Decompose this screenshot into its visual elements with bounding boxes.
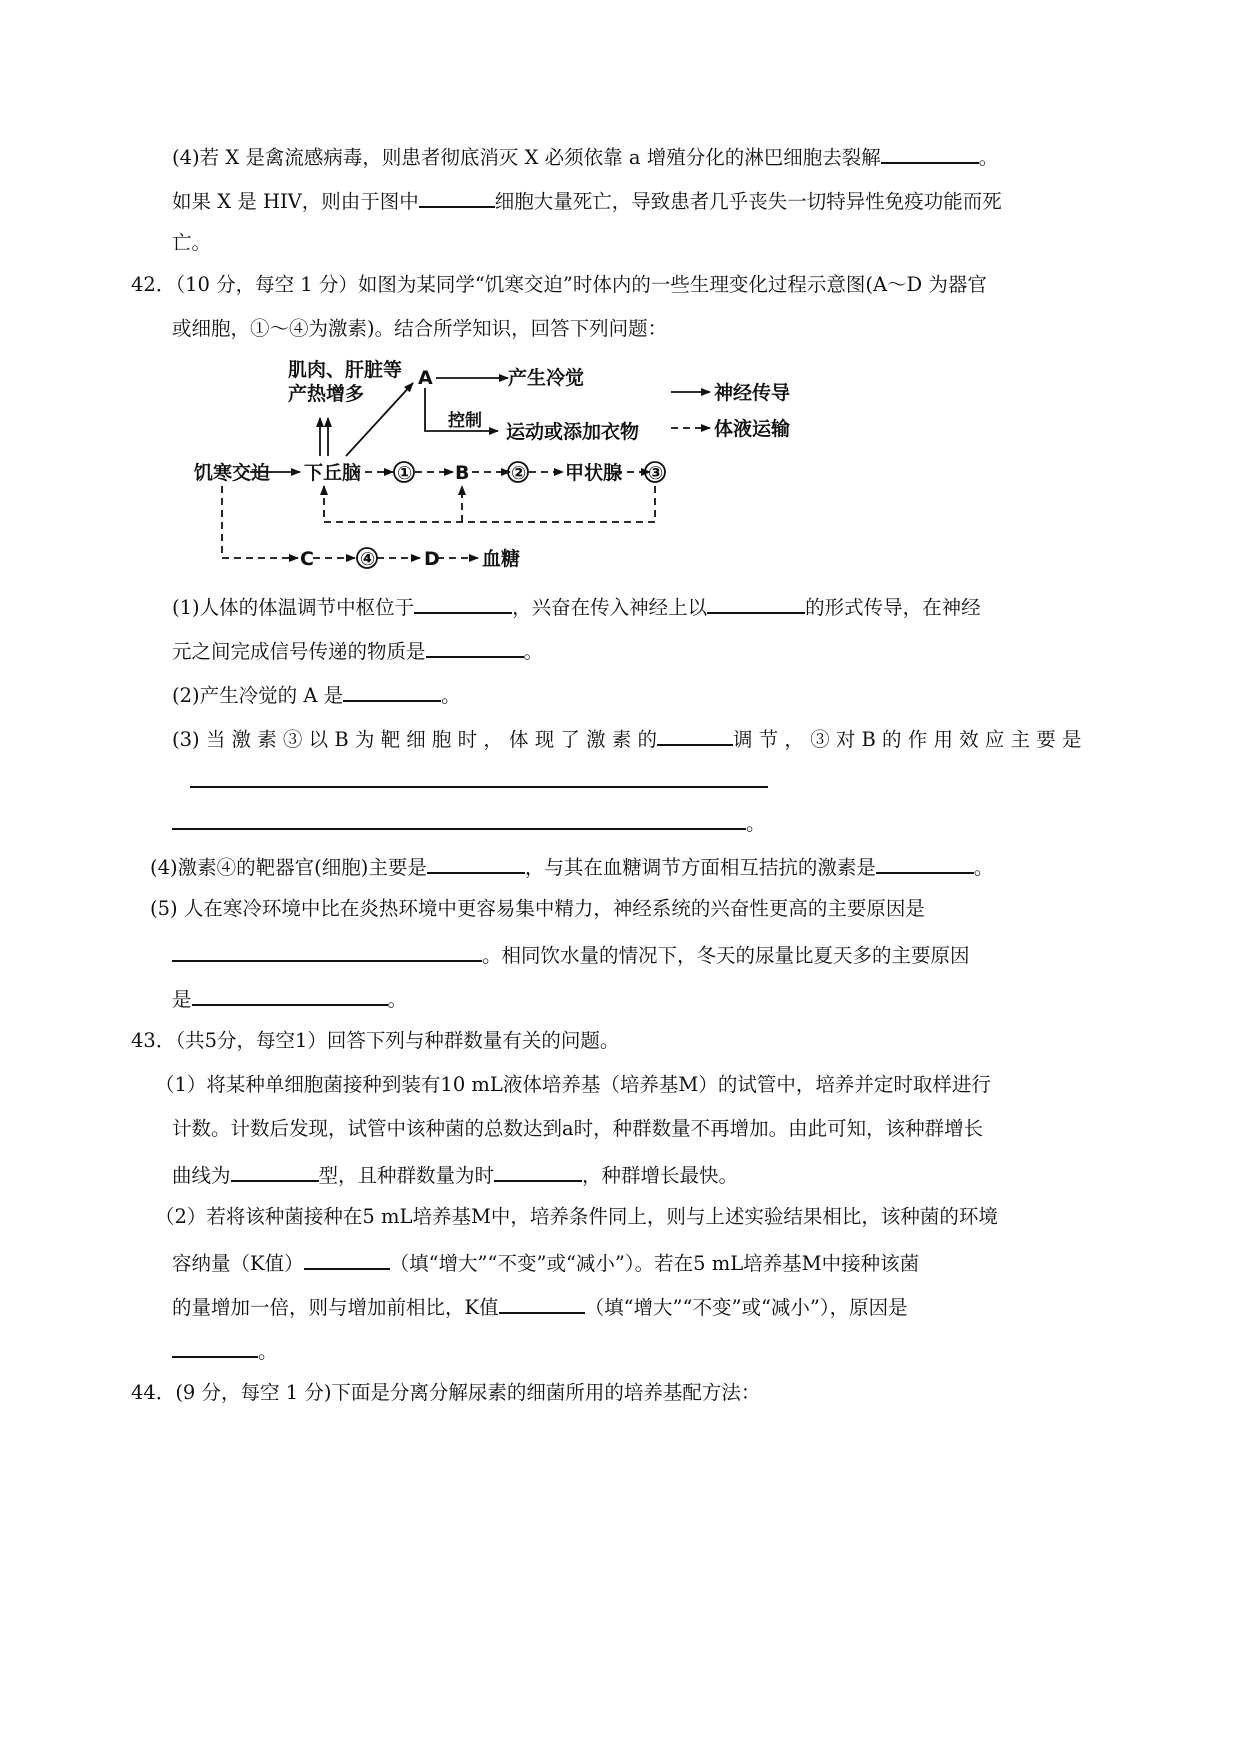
question-text: 。相同饮水量的情况下，冬天的尿量比夏天多的主要原因 bbox=[482, 944, 970, 967]
answer-blank[interactable] bbox=[192, 984, 388, 1006]
q42-p5-line1 bbox=[150, 896, 925, 922]
question-text: （填“增大”“不变”或“减小”），原因是 bbox=[584, 1296, 908, 1319]
q42-p1-line2 bbox=[172, 636, 543, 665]
question-text: 元之间完成信号传递的物质是 bbox=[172, 640, 426, 663]
q41-part4-text: 如果 X 是 HIV，则由于图中 bbox=[172, 190, 419, 213]
hormone-1-label: ① bbox=[397, 463, 413, 484]
q41-part4-line2 bbox=[172, 186, 1002, 215]
node-a-label: A bbox=[418, 367, 433, 389]
q41-part4-text: 细胞大量死亡，导致患者几乎丧失一切特异性免疫功能而死 bbox=[494, 190, 1002, 213]
answer-blank[interactable] bbox=[499, 1292, 585, 1314]
answer-blank[interactable] bbox=[419, 186, 495, 208]
q43-p2-line4 bbox=[172, 1336, 278, 1365]
question-text: (1)人体的体温调节中枢位于 bbox=[172, 596, 415, 619]
question-header: （10 分，每空 1 分）如图为某同学“饥寒交迫”时体内的一些生理变化过程示意图(A～D 为器官 bbox=[175, 273, 987, 296]
q42-p4 bbox=[150, 852, 993, 881]
question-text: 曲线为 bbox=[172, 1164, 231, 1187]
blood-sugar-label: 血糖 bbox=[482, 548, 521, 570]
hormone-3-label: ③ bbox=[648, 463, 664, 484]
question-text: ，与其在血糖调节方面相互拮抗的激素是 bbox=[524, 856, 876, 879]
q42-p1-line1 bbox=[172, 592, 981, 621]
question-text: 计数。计数后发现，试管中该种菌的总数达到a时，种群数量不再增加。由此可知，该种群增长 bbox=[172, 1117, 984, 1140]
period: 。 bbox=[258, 1340, 278, 1363]
question-text: ，种群增长最快。 bbox=[582, 1164, 739, 1187]
start-label: 饥寒交迫 bbox=[194, 462, 271, 484]
q42-p5-line3 bbox=[172, 984, 407, 1013]
answer-blank[interactable] bbox=[494, 1160, 582, 1182]
q43-p1-line1 bbox=[155, 1072, 991, 1098]
period: 。 bbox=[523, 640, 544, 663]
hypothalamus-label: 下丘脑 bbox=[304, 462, 362, 484]
question-text: 容纳量（K值） bbox=[172, 1252, 304, 1275]
question-text: （2）若将该种菌接种在5 mL培养基M中，培养条件同上，则与上述实验结果相比，该种菌的环境 bbox=[155, 1205, 998, 1228]
answer-blank[interactable] bbox=[343, 680, 441, 702]
answer-blank[interactable] bbox=[172, 1336, 258, 1358]
question-header: 44．(9 分，每空 1 分)下面是分离分解尿素的细菌所用的培养基配方法： bbox=[131, 1381, 761, 1404]
q42-p2 bbox=[172, 680, 461, 709]
cold-sense-label: 产生冷觉 bbox=[508, 367, 585, 389]
q43-p1-line2 bbox=[172, 1116, 983, 1142]
control-label: 控制 bbox=[448, 411, 482, 431]
hormone-2-label: ② bbox=[511, 463, 527, 484]
q41-part4-line3 bbox=[172, 230, 211, 256]
movement-label: 运动或添加衣物 bbox=[506, 421, 640, 443]
period: 。 bbox=[746, 812, 766, 835]
answer-blank[interactable] bbox=[881, 142, 979, 164]
answer-blank[interactable] bbox=[426, 636, 524, 658]
question-text: (2)产生冷觉的 A 是 bbox=[172, 684, 344, 707]
q41-part4-text: (4)若 X 是禽流感病毒，则患者彻底消灭 X 必须依靠 a 增殖分化的淋巴细胞去裂解 bbox=[172, 146, 881, 169]
answer-blank[interactable] bbox=[657, 724, 733, 746]
question-text: (4)激素④的靶器官(细胞)主要是 bbox=[150, 856, 427, 879]
period: 。 bbox=[441, 684, 461, 707]
q43-p2-line1 bbox=[155, 1204, 998, 1230]
question-text: （1）将某种单细胞菌接种到装有10 mL液体培养基（培养基M）的试管中，培养并定时取样进行 bbox=[155, 1073, 991, 1096]
question-text: ，兴奋在传入神经上以 bbox=[512, 596, 708, 619]
legend-fluid-label: 体液运输 bbox=[714, 418, 791, 440]
question-text: 的形式传导，在神经 bbox=[805, 596, 981, 619]
q41-part4-text: 亡。 bbox=[172, 231, 212, 254]
answer-blank[interactable] bbox=[414, 592, 512, 614]
question-text: (3) 当 激 素 ③ 以 B 为 靶 细 胞 时 ， 体 现 了 激 素 的 bbox=[172, 728, 658, 751]
q43-p2-line3 bbox=[172, 1292, 908, 1321]
answer-blank[interactable] bbox=[876, 852, 974, 874]
thyroid-label: 甲状腺 bbox=[565, 462, 623, 484]
heat-increase-label: 产热增多 bbox=[288, 383, 365, 405]
q43-p2-line2 bbox=[172, 1248, 919, 1277]
q43-p1-line3 bbox=[172, 1160, 738, 1189]
answer-blank[interactable] bbox=[172, 940, 482, 962]
question-text: (5) 人在寒冷环境中比在炎热环境中更容易集中精力，神经系统的兴奋性更高的主要原因是 bbox=[150, 897, 925, 920]
question-text: 是 bbox=[172, 988, 192, 1011]
question-text: 的量增加一倍，则与增加前相比，K值 bbox=[172, 1296, 499, 1319]
q42-p3-line3 bbox=[172, 808, 766, 837]
question-header: 或细胞，①～④为激素)。结合所学知识，回答下列问题： bbox=[172, 317, 668, 340]
question-text: 调 节 ， ③ 对 B 的 作 用 效 应 主 要 是 bbox=[733, 728, 1082, 751]
answer-blank[interactable] bbox=[304, 1248, 390, 1270]
q41-part4-line1 bbox=[172, 142, 998, 171]
period: 。 bbox=[978, 146, 999, 169]
period: 。 bbox=[387, 988, 408, 1011]
question-text: （填“增大”“不变”或“减小”）。若在5 mL培养基M中接种该菌 bbox=[389, 1252, 920, 1275]
answer-blank[interactable] bbox=[427, 852, 525, 874]
node-b-label: B bbox=[455, 462, 470, 484]
node-c-label: C bbox=[300, 548, 314, 570]
q42-header-line2 bbox=[172, 316, 667, 342]
muscle-liver-label: 肌肉、肝脏等 bbox=[288, 359, 403, 381]
question-header: 43．（共5分，每空1）回答下列与种群数量有关的问题。 bbox=[131, 1029, 620, 1052]
q43-header bbox=[131, 1028, 619, 1054]
question-number: 42． bbox=[131, 273, 176, 296]
period: 。 bbox=[973, 856, 994, 879]
q42-header-line1 bbox=[131, 272, 987, 298]
question-text: 型，且种群数量为时 bbox=[318, 1164, 495, 1187]
answer-line[interactable] bbox=[190, 786, 768, 788]
q42-p5-line2 bbox=[172, 940, 970, 969]
answer-blank[interactable] bbox=[231, 1160, 319, 1182]
node-d-label: D bbox=[424, 548, 440, 570]
legend-neural-label: 神经传导 bbox=[714, 382, 791, 404]
answer-blank[interactable] bbox=[172, 808, 746, 830]
q44-header bbox=[131, 1380, 760, 1406]
hormone-4-label: ④ bbox=[360, 549, 376, 570]
q42-p3-line1 bbox=[172, 724, 1081, 753]
answer-blank[interactable] bbox=[707, 592, 805, 614]
